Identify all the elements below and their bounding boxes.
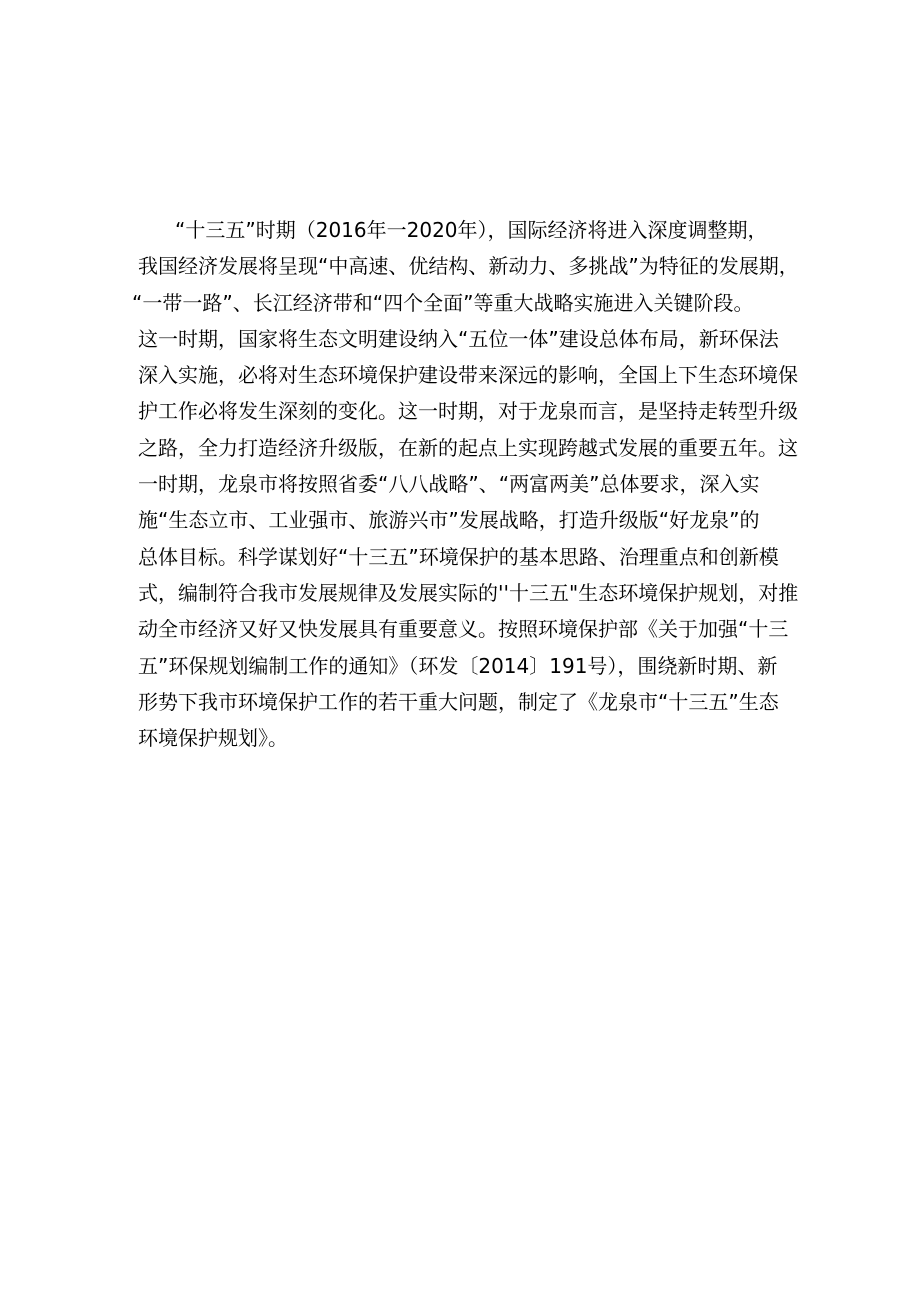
paragraph-line-2: 我国经济发展将呈现“中高速、优结构、新动力、多挑战”为特征的发展期，	[138, 254, 799, 279]
body-paragraph	[132, 212, 818, 756]
paragraph-line-5: 深入实施，必将对生态环境保护建设带来深远的影响，全国上下生态环境保	[138, 363, 798, 388]
paragraph-line-1: “十三五”时期（2016年一2020年），国际经济将进入深度调整期，	[175, 218, 768, 242]
paragraph-line-4: 这一时期，国家将生态文明建设纳入“五位一体”建设总体布局，新环保法	[138, 326, 779, 351]
paragraph-line-15: 环境保护规划》。	[138, 726, 288, 751]
paragraph-line-3: “一带一路”、长江经济带和“四个全面”等重大战略实施进入关键阶段。	[132, 290, 754, 315]
paragraph-line-7: 之路，全力打造经济升级版，在新的起点上实现跨越式发展的重要五年。这	[138, 435, 798, 460]
paragraph-line-11: 式，编制符合我市发展规律及发展实际的''十三五"生态环境保护规划，对推	[138, 580, 799, 605]
paragraph-line-6: 护工作必将发生深刻的变化。这一时期，对于龙泉而言，是坚持走转型升级	[138, 399, 798, 424]
paragraph-line-8: 一时期，龙泉市将按照省委“八八战略”、“两富两美”总体要求，深入实	[138, 472, 760, 497]
paragraph-line-10: 总体目标。科学谋划好“十三五”环境保护的基本思路、治理重点和创新模	[138, 544, 779, 569]
paragraph-line-9: 施“生态立市、工业强市、旅游兴市”发展战略，打造升级版“好龙泉”的	[138, 508, 760, 533]
paragraph-line-13: 五”环保规划编制工作的通知》（环发〔2014〕191号），围绕新时期、新	[138, 653, 778, 678]
paragraph-line-12: 动全市经济又好又快发展具有重要意义。按照环境保护部《关于加强“十三	[138, 617, 789, 642]
paragraph-line-14: 形势下我市环境保护工作的若干重大问题，制定了《龙泉市“十三五”生态	[138, 689, 779, 714]
